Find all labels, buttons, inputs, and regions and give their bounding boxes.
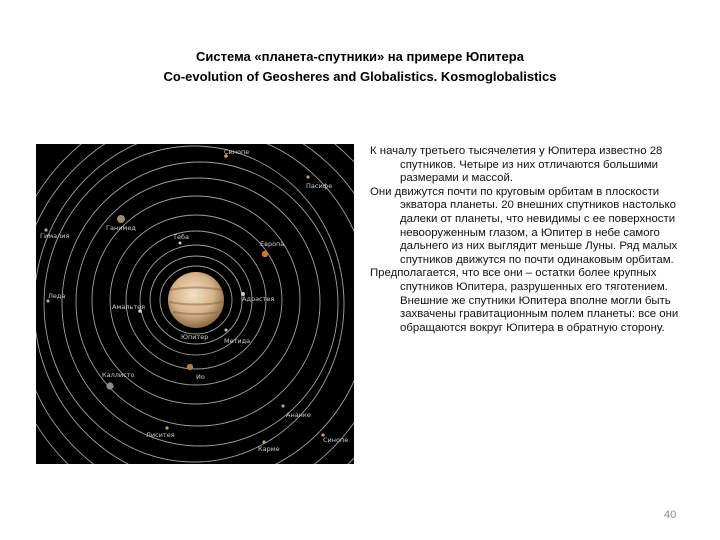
label-ananke: Ананке	[286, 411, 311, 419]
callisto-moon	[106, 382, 113, 389]
label-amalthea: Амальтея	[112, 303, 146, 311]
paragraph-1: К началу третьего тысячелетия у Юпитера известно 28 спутников. Четыре из них отличаются большими размерами и массой.	[370, 145, 663, 185]
page-number: 40	[664, 509, 677, 521]
paragraph-2: Они движутся почти по круговым орбитам в плоскости экватора планеты. 20 внешних спутников настолько далеки от планеты, что невидимы с ее поверхности невооруженным глазом, а Юпитер в небе самого дальнего из них выглядит меньше Луны. Ряд малых спутников движутся по почти одинаковым орбитам.	[370, 185, 678, 266]
label-adrastea: Адрастея	[242, 295, 275, 303]
orbit-diagram	[36, 144, 354, 464]
ananke-moon	[281, 404, 284, 407]
label-sinope-outer: Синопе	[323, 436, 349, 444]
label-himalia: Гималия	[40, 232, 70, 240]
slide-subtitle: Co-evolution of Geosheres and Globalistics. Kosmoglobalistics	[163, 69, 557, 84]
description-text	[370, 145, 688, 335]
label-jupiter: Юпитер	[181, 333, 209, 341]
carme-moon	[262, 440, 265, 443]
label-ganymede: Ганимед	[106, 224, 136, 232]
europa-moon	[262, 251, 268, 257]
label-sinope: Синопе	[224, 148, 250, 156]
thebe-moon	[179, 242, 182, 245]
paragraph-3: Предполагается, что все они – остатки более крупных спутников Юпитера, разрушенных его тяготением. Внешние же спутники Юпитера вполне могли быть захвачены гравитационным полем планеты: все они обращаются вокруг Юпитера в обратную сторону.	[370, 267, 679, 334]
label-europa: Европа	[260, 240, 285, 248]
ganymede-moon	[117, 215, 125, 223]
label-callisto: Каллисто	[102, 371, 135, 379]
label-lysithea: Лиситея	[146, 431, 175, 439]
jupiter-satellites-figure	[36, 144, 354, 464]
pasiphae-moon	[306, 175, 309, 178]
metis-moon	[225, 329, 228, 332]
io-moon	[187, 364, 193, 370]
label-pasiphae: Пасифе	[306, 182, 333, 190]
label-leda: Леда	[48, 292, 66, 300]
slide-title: Система «планета-спутники» на примере Юпитера	[196, 49, 524, 64]
jupiter-planet	[168, 272, 224, 328]
label-carme: Карме	[258, 445, 280, 453]
lysithea-moon	[165, 426, 168, 429]
label-io: Ио	[196, 373, 205, 381]
label-thebe: Теба	[173, 233, 189, 241]
label-metis: Метида	[224, 337, 251, 345]
